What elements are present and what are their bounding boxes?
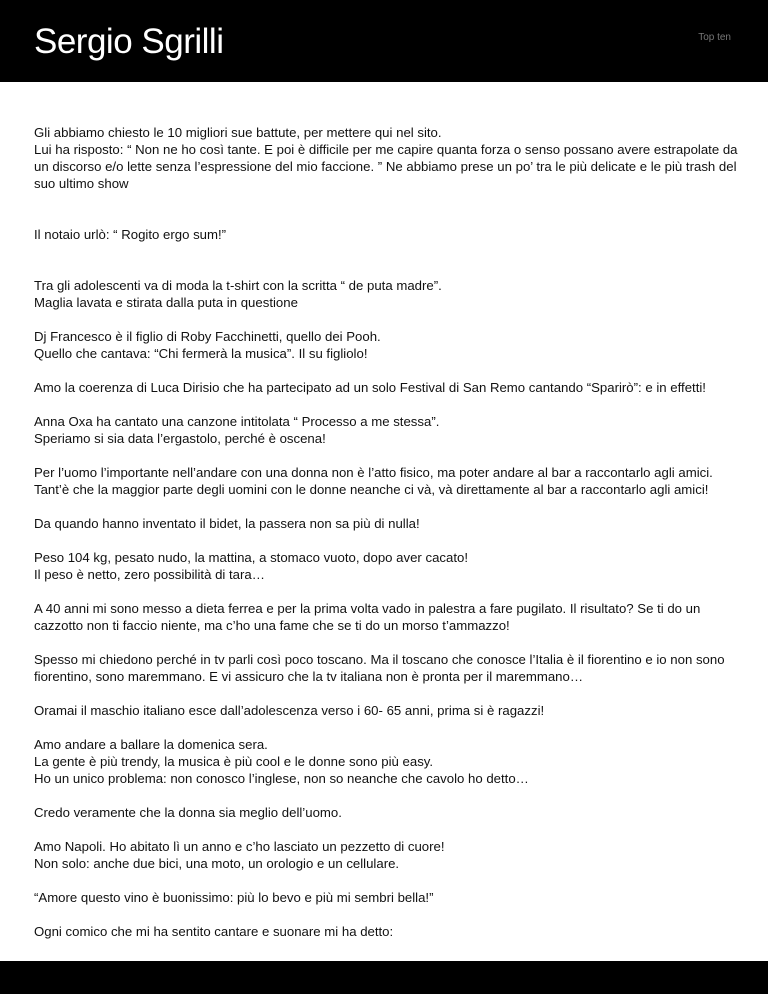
joke-paragraph [34,413,740,447]
text-line: Il peso è netto, zero possibilità di tara… [34,567,265,582]
text-line: Credo veramente che la donna sia meglio dell’uomo. [34,805,342,820]
joke-paragraph [34,736,740,787]
joke-paragraph [34,923,740,940]
text-line: Da quando hanno inventato il bidet, la passera non sa più di nulla! [34,516,420,531]
text-line: Peso 104 kg, pesato nudo, la mattina, a stomaco vuoto, dopo aver cacato! [34,550,468,565]
text-line: Ho un unico problema: non conosco l’inglese, non so neanche che cavolo ho detto… [34,771,529,786]
text-line: Maglia lavata e stirata dalla puta in questione [34,295,298,310]
intro-paragraph [34,124,740,192]
joke-paragraph [34,379,740,396]
text-line: “Amore questo vino è buonissimo: più lo bevo e più mi sembri bella!” [34,890,434,905]
text-line: A 40 anni mi sono messo a dieta ferrea e per la prima volta vado in palestra a fare pugilato. Il risultato? Se ti do un cazzotto non ti faccio niente, ma c’ho una fame che se ti do un morso t’ammazzo! [34,601,701,633]
text-line: Quello che cantava: “Chi fermerà la musica”. Il su figliolo! [34,346,368,361]
joke-paragraph [34,549,740,583]
text-line: Oramai il maschio italiano esce dall’adolescenza verso i 60- 65 anni, prima si è ragazzi! [34,703,545,718]
text-line: Non solo: anche due bici, una moto, un orologio e un cellulare. [34,856,400,871]
joke-paragraph [34,804,740,821]
page-title: Sergio Sgrilli [34,22,224,61]
joke-paragraph [34,600,740,634]
joke-paragraph [34,226,740,243]
section-tag: Top ten [698,32,731,43]
text-line: Spesso mi chiedono perché in tv parli così poco toscano. Ma il toscano che conosce l’Italia è il fiorentino e io non sono fiorentino, sono maremmano. E vi assicuro che la tv italiana non è pronta per il maremmano… [34,652,725,684]
text-line: Ogni comico che mi ha sentito cantare e suonare mi ha detto: [34,924,394,939]
text-line: Il notaio urlò: “ Rogito ergo sum!” [34,227,227,242]
joke-paragraph [34,838,740,872]
joke-paragraph [34,702,740,719]
text-line: Amo la coerenza di Luca Dirisio che ha partecipato ad un solo Festival di San Remo cantando “Sparirò”: e in effetti! [34,380,706,395]
joke-paragraph [34,515,740,532]
joke-paragraph [34,464,740,498]
text-line: Gli abbiamo chiesto le 10 migliori sue battute, per mettere qui nel sito. [34,125,442,140]
text-line: Per l’uomo l’importante nell’andare con una donna non è l’atto fisico, ma poter andare al bar a raccontarlo agli amici. Tant’è che la maggior parte degli uomini con le donne neanche ci và, và direttamente al bar a raccontarlo agli amici! [34,465,713,497]
joke-paragraph [34,889,740,906]
text-line: Tra gli adolescenti va di moda la t-shirt con la scritta “ de puta madre”. [34,278,442,293]
text-line: Amo Napoli. Ho abitato lì un anno e c’ho lasciato un pezzetto di cuore! [34,839,445,854]
joke-paragraph [34,328,740,362]
joke-paragraph [34,277,740,311]
article-body [34,124,740,957]
text-line: Dj Francesco è il figlio di Roby Facchinetti, quello dei Pooh. [34,329,381,344]
text-line: Lui ha risposto: “ Non ne ho così tante. E poi è difficile per me capire quanta forza o senso possano avere estrapolate da un discorso e/o lette senza l’espressione del mio faccione. ” Ne abbiamo prese un po’ tra le più delicate e le più trash del suo ultimo show [34,142,738,191]
text-line: Anna Oxa ha cantato una canzone intitolata “ Processo a me stessa”. [34,414,440,429]
text-line: La gente è più trendy, la musica è più cool e le donne sono più easy. [34,754,434,769]
header-bar [0,0,768,82]
text-line: Amo andare a ballare la domenica sera. [34,737,268,752]
joke-paragraph [34,651,740,685]
footer-bar [0,961,768,994]
text-line: Speriamo si sia data l’ergastolo, perché è oscena! [34,431,326,446]
